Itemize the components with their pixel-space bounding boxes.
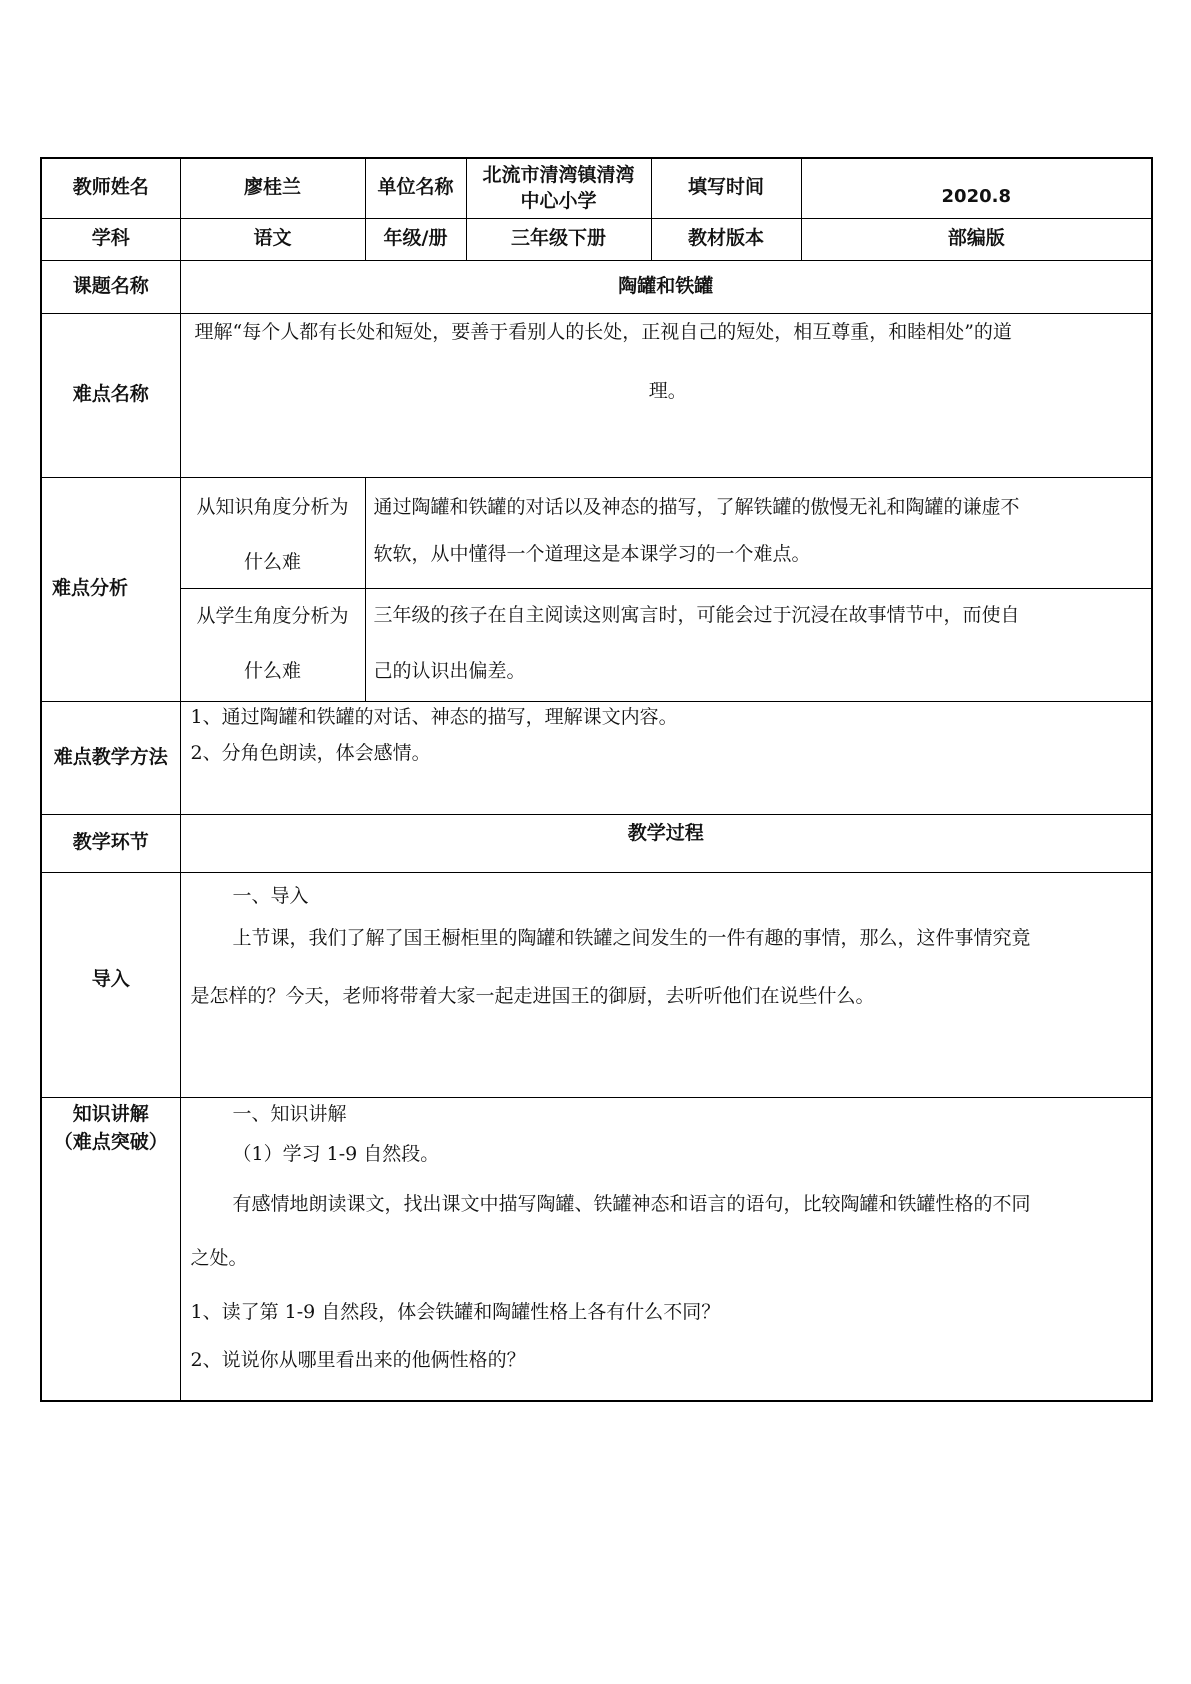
student-angle-text-line1: 三年级的孩子在自主阅读这则寓言时，可能会过于沉浸在故事情节中，而使自 [373, 603, 1020, 626]
edition-label: 教材版本 [651, 218, 801, 260]
knowledge-content [180, 1097, 1152, 1401]
process-header-row [41, 814, 1152, 872]
teacher-value: 廖桂兰 [180, 158, 365, 218]
knowledge-angle-line2: 什么难 [243, 550, 301, 573]
student-angle-label [180, 588, 365, 701]
unit-value [466, 158, 651, 218]
student-angle-text [365, 588, 1152, 701]
knowledge-label-line1: 知识讲解 [72, 1102, 149, 1125]
topic-value: 陶罐和铁罐 [180, 260, 1152, 313]
stage-label: 教学环节 [41, 814, 180, 872]
knowledge-label-line2: （难点突破） [53, 1130, 168, 1153]
intro-row [41, 872, 1152, 1097]
method-item-1: 1、通过陶罐和铁罐的对话、神态的描写，理解课文内容。 [190, 705, 678, 728]
date-value-text: 2020.8 [941, 186, 1011, 208]
teacher-label: 教师姓名 [41, 158, 180, 218]
method-row [41, 701, 1152, 814]
knowledge-label [41, 1097, 180, 1401]
lesson-plan-table [40, 157, 1153, 1402]
difficulty-row [41, 313, 1152, 477]
lesson-plan-document [40, 157, 1151, 1402]
unit-label: 单位名称 [365, 158, 466, 218]
knowledge-angle-text [365, 477, 1152, 588]
knowledge-angle-line1: 从知识角度分析为 [196, 495, 349, 518]
subject-value: 语文 [180, 218, 365, 260]
analysis-label: 难点分析 [41, 477, 180, 701]
grade-value: 三年级下册 [466, 218, 651, 260]
student-angle-line1: 从学生角度分析为 [196, 604, 349, 627]
intro-heading: 一、导入 [232, 884, 309, 907]
process-label: 教学过程 [180, 814, 1152, 872]
knowledge-angle-text-line2: 软软，从中懂得一个道理这是本课学习的一个难点。 [373, 542, 811, 565]
grade-label: 年级/册 [365, 218, 466, 260]
analysis-student-row [41, 588, 1152, 701]
knowledge-question-1: 1、读了第 1-9 自然段，体会铁罐和陶罐性格上各有什么不同？ [190, 1300, 721, 1323]
date-value [801, 158, 1152, 218]
knowledge-angle-text-line1: 通过陶罐和铁罐的对话以及神态的描写，了解铁罐的傲慢无礼和陶罐的谦虚不 [373, 495, 1020, 518]
difficulty-text [180, 313, 1152, 477]
student-angle-line2: 什么难 [243, 659, 301, 682]
knowledge-question-2: 2、说说你从哪里看出来的他俩性格的？ [190, 1348, 526, 1371]
student-angle-text-line2: 己的认识出偏差。 [373, 659, 526, 682]
method-item-2: 2、分角色朗读，体会感情。 [190, 741, 431, 764]
knowledge-row [41, 1097, 1152, 1401]
date-label: 填写时间 [651, 158, 801, 218]
unit-value-line2: 中心小学 [520, 190, 597, 213]
topic-row [41, 260, 1152, 313]
difficulty-line-1: 理解“每个人都有长处和短处，要善于看别人的长处，正视自己的短处，相互尊重，和睦相处”的道 [194, 320, 1012, 343]
knowledge-angle-label [180, 477, 365, 588]
knowledge-sub: （1）学习 1-9 自然段。 [232, 1142, 440, 1165]
knowledge-heading: 一、知识讲解 [232, 1102, 347, 1125]
intro-text-line2: 是怎样的？今天，老师将带着大家一起走进国王的御厨，去听听他们在说些什么。 [190, 984, 875, 1007]
intro-content [180, 872, 1152, 1097]
method-text [180, 701, 1152, 814]
intro-text-line1: 上节课，我们了解了国王橱柜里的陶罐和铁罐之间发生的一件有趣的事情，那么，这件事情究竟 [232, 926, 1031, 949]
unit-value-line1: 北流市清湾镇清湾 [482, 164, 635, 187]
edition-value: 部编版 [801, 218, 1152, 260]
header-row-1 [41, 158, 1152, 218]
analysis-knowledge-row [41, 477, 1152, 588]
knowledge-text-line2: 之处。 [190, 1246, 248, 1269]
topic-label: 课题名称 [41, 260, 180, 313]
difficulty-line-2: 理。 [648, 379, 687, 402]
header-row-2 [41, 218, 1152, 260]
subject-label: 学科 [41, 218, 180, 260]
difficulty-label: 难点名称 [41, 313, 180, 477]
intro-label: 导入 [41, 872, 180, 1097]
method-label: 难点教学方法 [41, 701, 180, 814]
knowledge-text-line1: 有感情地朗读课文，找出课文中描写陶罐、铁罐神态和语言的语句，比较陶罐和铁罐性格的不同 [232, 1192, 1031, 1215]
